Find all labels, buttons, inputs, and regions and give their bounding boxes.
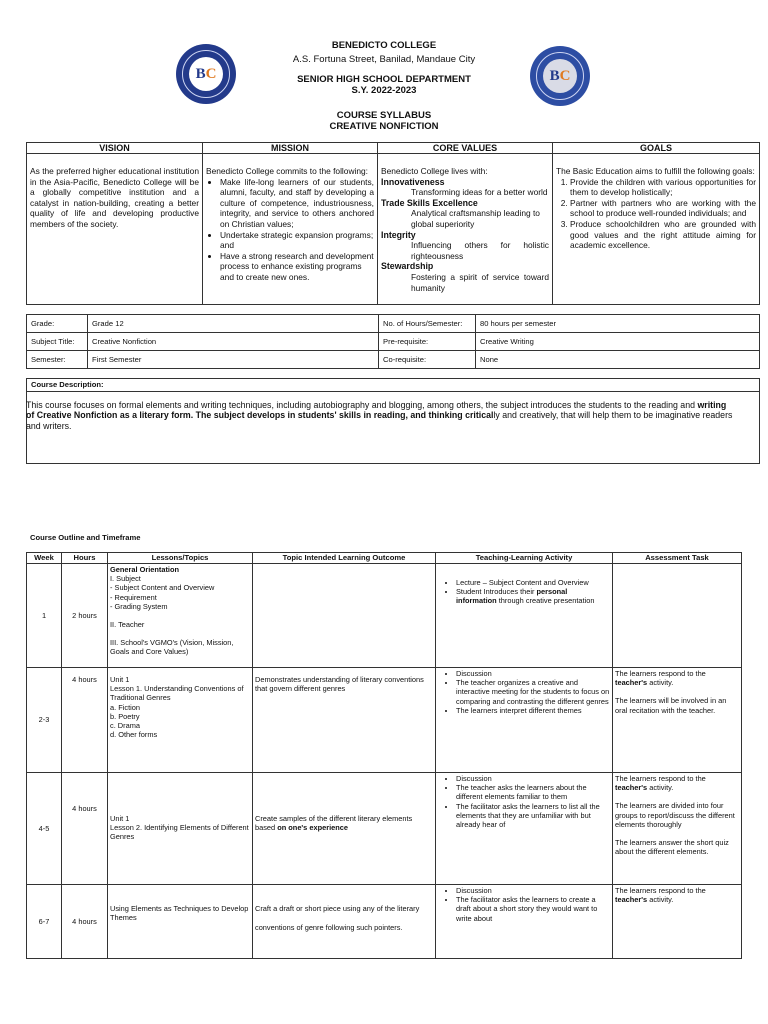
assessment-item: The learners will be involved in an oral recitation with the teacher. bbox=[615, 696, 727, 715]
goal-item: 1. Provide the children with various opportunities for them to develop holistically; bbox=[570, 177, 756, 198]
outcome-part: Create samples of the different literary elements based bbox=[255, 814, 413, 833]
lessons-cell bbox=[108, 564, 253, 668]
lessons-cell bbox=[108, 885, 253, 959]
assessment-text: The learners respond to the bbox=[615, 774, 706, 783]
activity-item: • The teacher asks the learners about the different elements familiar to them bbox=[456, 783, 610, 801]
info-value: Creative Nonfiction bbox=[88, 333, 379, 351]
info-label: Pre-requisite: bbox=[379, 333, 476, 351]
activity-text: Student Introduces their bbox=[456, 587, 537, 597]
assessment-text: activity. bbox=[647, 895, 674, 905]
outcome-cell bbox=[253, 773, 436, 885]
course-description-text bbox=[26, 400, 736, 431]
activity-item: • Discussion bbox=[456, 669, 610, 678]
mission-intro: Benedicto College commits to the following: bbox=[206, 166, 368, 176]
mission-header: MISSION bbox=[203, 143, 378, 154]
activity-item: • Lecture – Subject Content and Overview bbox=[456, 578, 610, 587]
info-label: Co-requisite: bbox=[379, 351, 476, 369]
assessment-item bbox=[615, 886, 739, 904]
info-label: Grade: bbox=[27, 315, 88, 333]
outcome-cell bbox=[253, 668, 436, 773]
logo-monogram: BC bbox=[543, 59, 577, 93]
table-row bbox=[27, 885, 742, 959]
outcome-bold: on one's experience bbox=[277, 823, 348, 833]
assessment-cell bbox=[613, 668, 742, 773]
lesson-line: Unit 1 bbox=[110, 814, 130, 823]
description-part: ly and creatively, that will help them to be imaginative readers and writers. bbox=[26, 410, 733, 431]
outcome-text: Craft a draft or short piece using any of the literary bbox=[255, 904, 420, 913]
lesson-line: a. Fiction bbox=[110, 702, 140, 712]
lesson-heading: General Orientation bbox=[110, 565, 179, 574]
week-cell: 2-3 bbox=[27, 668, 62, 773]
table-row bbox=[27, 773, 742, 885]
vmgo-header-row bbox=[27, 143, 760, 154]
lesson-line: III. School's VGMO's (Vision, Mission, Goals and Core Values) bbox=[110, 638, 234, 657]
activity-cell bbox=[436, 773, 613, 885]
col-week: Week bbox=[27, 553, 62, 564]
logo-monogram: BC bbox=[189, 57, 223, 91]
lessons-cell bbox=[108, 668, 253, 773]
vision-text: As the preferred higher educational institution in the Asia-Pacific, Benedicto College will be a globally competitive institution and a catalyst in nation-building, creating a better quality of life and developing productive members of the society. bbox=[27, 154, 203, 305]
hours-value: 4 hours bbox=[72, 804, 97, 813]
course-outline-title: Course Outline and Timeframe bbox=[30, 533, 141, 542]
doc-type: COURSE SYLLABUS bbox=[336, 110, 432, 121]
goals-cell bbox=[553, 154, 760, 305]
school-year: S.Y. 2022-2023 bbox=[351, 85, 417, 96]
assessment-text: activity. bbox=[647, 678, 674, 688]
vmgo-content-row bbox=[27, 154, 760, 305]
activity-cell bbox=[436, 885, 613, 959]
week-cell: 6-7 bbox=[27, 885, 62, 959]
lesson-line: I. Subject bbox=[110, 574, 141, 584]
course-description-title: Course Description: bbox=[31, 380, 104, 389]
description-bold-part: writing of Creative Nonfiction as a literary form. The subject develops in students' skills in reading, and thinking critical bbox=[26, 400, 727, 421]
hours-cell: 2 hours bbox=[62, 564, 108, 668]
vmgo-table bbox=[26, 142, 760, 305]
college-address: A.S. Fortuna Street, Banilad, Mandaue City bbox=[292, 54, 476, 65]
department-name: SENIOR HIGH SCHOOL DEPARTMENT bbox=[297, 74, 471, 85]
activity-item: • The learners interpret different themes bbox=[456, 706, 610, 715]
mission-item: • Have a strong research and development process to enhance existing programs and to create new ones. bbox=[220, 251, 374, 283]
core-values-intro: Benedicto College lives with: bbox=[381, 166, 488, 176]
outcome-text: Demonstrates understanding of literary conventions that govern different genres bbox=[255, 675, 424, 694]
info-row bbox=[27, 351, 760, 369]
info-label: No. of Hours/Semester: bbox=[379, 315, 476, 333]
core-values-header: CORE VALUES bbox=[378, 143, 553, 154]
core-value-desc: Analytical craftsmanship leading to global superiority bbox=[411, 208, 540, 229]
info-label: Semester: bbox=[27, 351, 88, 369]
lesson-line: - Requirement bbox=[110, 592, 157, 602]
col-lessons: Lessons/Topics bbox=[108, 553, 253, 564]
assessment-item: The learners are divided into four groups to report/discuss the different elements thoroughly bbox=[615, 801, 735, 829]
activity-cell bbox=[436, 668, 613, 773]
lesson-line: d. Other forms bbox=[110, 730, 158, 740]
activity-list bbox=[438, 886, 610, 923]
col-outcome: Topic Intended Learning Outcome bbox=[253, 553, 436, 564]
lesson-line: Lesson 2. Identifying Elements of Different Genres bbox=[110, 823, 249, 842]
col-hours: Hours bbox=[62, 553, 108, 564]
activity-item: • The teacher organizes a creative and interactive meeting for the students to focus on comparing and contrasting the different genres bbox=[456, 678, 610, 706]
course-info-table bbox=[26, 314, 760, 369]
activity-cell bbox=[436, 564, 613, 668]
description-divider bbox=[26, 391, 760, 392]
core-value-desc: Fostering a spirit of service toward humanity bbox=[411, 271, 549, 293]
activity-item: • The facilitator asks the learners to create a draft about a short story they would want to write about bbox=[456, 895, 610, 923]
lesson-line: II. Teacher bbox=[110, 620, 145, 630]
core-value-name: Trade Skills Excellence bbox=[381, 197, 478, 208]
hours-cell: 4 hours bbox=[62, 885, 108, 959]
col-assessment: Assessment Task bbox=[613, 553, 742, 564]
description-part: This course focuses on formal elements and writing techniques, including autobiography and blogging, among others, the subject introduces the students to the reading and bbox=[26, 400, 698, 410]
activity-item: • Discussion bbox=[456, 774, 610, 783]
activity-text: through creative presentation bbox=[496, 596, 595, 606]
assessment-text: The learners respond to the bbox=[615, 669, 706, 678]
hours-cell bbox=[62, 668, 108, 773]
core-value-name: Integrity bbox=[381, 229, 416, 240]
assessment-item bbox=[615, 669, 739, 687]
college-name: BENEDICTO COLLEGE bbox=[331, 40, 437, 51]
activity-bold: personal information bbox=[456, 587, 568, 606]
core-value-name: Stewardship bbox=[381, 261, 434, 272]
outcome-text: conventions of genre following such pointers. bbox=[255, 923, 403, 933]
syllabus-title-block bbox=[0, 110, 768, 132]
info-row bbox=[27, 333, 760, 351]
activity-list bbox=[438, 669, 610, 715]
assessment-text: activity. bbox=[647, 783, 674, 793]
info-label: Subject Title: bbox=[27, 333, 88, 351]
mission-item: • Undertake strategic expansion programs; and bbox=[220, 230, 374, 251]
goals-intro: The Basic Education aims to fulfill the following goals: bbox=[556, 166, 755, 176]
course-outline-table bbox=[26, 552, 742, 959]
lesson-line: - Subject Content and Overview bbox=[110, 583, 215, 593]
assessment-cell bbox=[613, 564, 742, 668]
assessment-bold: teacher's bbox=[615, 678, 648, 688]
info-value: Creative Writing bbox=[476, 333, 760, 351]
goal-item: 3. Produce schoolchildren who are grounded with good values and the right attitude aiming for academic excellence. bbox=[570, 219, 756, 251]
activity-item bbox=[456, 587, 610, 605]
lesson-line: Using Elements as Techniques to Develop Themes bbox=[110, 904, 249, 923]
vision-header: VISION bbox=[27, 143, 203, 154]
assessment-cell bbox=[613, 773, 742, 885]
outcome-text bbox=[255, 814, 433, 832]
mission-list bbox=[206, 177, 374, 283]
core-value-desc: Transforming ideas for a better world bbox=[411, 187, 548, 198]
assessment-item bbox=[615, 774, 739, 792]
assessment-bold: teacher's bbox=[615, 895, 648, 905]
lesson-line: c. Drama bbox=[110, 721, 140, 731]
core-value-name: Innovativeness bbox=[381, 176, 445, 187]
outcome-cell bbox=[253, 885, 436, 959]
mission-item: • Make life-long learners of our students, alumni, faculty, and staff by developing a culture of competence, industriousness, integrity, and service to others anchored on Christian values; bbox=[220, 177, 374, 230]
week-cell: 1 bbox=[27, 564, 62, 668]
info-value: None bbox=[476, 351, 760, 369]
info-value: First Semester bbox=[88, 351, 379, 369]
lessons-cell bbox=[108, 773, 253, 885]
lesson-line: Lesson 1. Understanding Conventions of Traditional Genres bbox=[110, 684, 244, 703]
activity-item: • Discussion bbox=[456, 886, 610, 895]
goal-item: 2. Partner with partners who are working with the school to produce well-rounded individuals; and bbox=[570, 198, 756, 219]
core-values-cell bbox=[378, 154, 553, 305]
assessment-text: The learners respond to the bbox=[615, 886, 706, 895]
assessment-bold: teacher's bbox=[615, 783, 648, 793]
week-cell: 4-5 bbox=[27, 773, 62, 885]
department-block bbox=[0, 74, 768, 96]
activity-list bbox=[438, 578, 610, 606]
info-value: Grade 12 bbox=[88, 315, 379, 333]
lesson-line: - Grading System bbox=[110, 601, 168, 611]
goals-header: GOALS bbox=[553, 143, 760, 154]
assessment-item: The learners answer the short quiz about the different elements. bbox=[615, 838, 729, 857]
hours-value: 4 hours bbox=[72, 675, 97, 684]
info-row bbox=[27, 315, 760, 333]
lesson-line: Unit 1 bbox=[110, 675, 130, 684]
table-row bbox=[27, 668, 742, 773]
activity-item: • The facilitator asks the learners to list all the elements that they are unfamiliar with but already hear of bbox=[456, 802, 610, 830]
activity-list bbox=[438, 774, 610, 829]
course-name: CREATIVE NONFICTION bbox=[329, 121, 439, 132]
col-activity: Teaching-Learning Activity bbox=[436, 553, 613, 564]
assessment-cell bbox=[613, 885, 742, 959]
goals-list bbox=[556, 177, 756, 251]
table-row bbox=[27, 564, 742, 668]
outline-header-row bbox=[27, 553, 742, 564]
hours-cell bbox=[62, 773, 108, 885]
outcome-cell bbox=[253, 564, 436, 668]
core-value-desc: Influencing others for holistic righteousness bbox=[411, 240, 549, 261]
info-value: 80 hours per semester bbox=[476, 315, 760, 333]
mission-cell bbox=[203, 154, 378, 305]
lesson-line: b. Poetry bbox=[110, 711, 140, 721]
